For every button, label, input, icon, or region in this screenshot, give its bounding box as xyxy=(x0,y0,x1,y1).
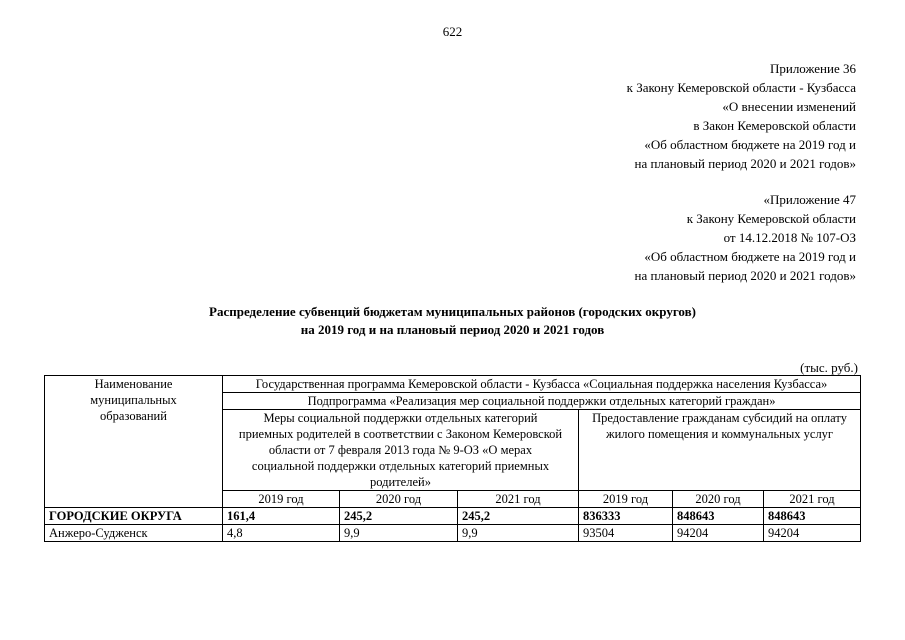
value-cell: 93504 xyxy=(579,525,673,542)
header-row-program xyxy=(45,376,861,393)
appendix-line: «О внесении изменений xyxy=(722,99,856,114)
appendix-line: к Закону Кемеровской области - Кузбасса xyxy=(626,80,856,95)
appendix-line: от 14.12.2018 № 107-ОЗ xyxy=(723,230,856,245)
title-line-2: на 2019 год и на плановый период 2020 и 2021 годов xyxy=(300,322,605,337)
measure-housing-subsidies-header: Предоставление гражданам субсидий на оплату жилого помещения и коммунальных услуг xyxy=(579,410,861,491)
title-line-1: Распределение субвенций бюджетам муниципальных районов (городских округов) xyxy=(209,304,696,319)
value-cell: 848643 xyxy=(764,508,861,525)
subprogram-header: Подпрограмма «Реализация мер социальной поддержки отдельных категорий граждан» xyxy=(223,393,861,410)
value-cell: 836333 xyxy=(579,508,673,525)
table-row xyxy=(45,525,861,542)
value-cell: 9,9 xyxy=(340,525,458,542)
year-header: 2019 год xyxy=(223,491,340,508)
appendix-line: «Об областном бюджете на 2019 год и xyxy=(644,137,856,152)
appendix-line: на плановый период 2020 и 2021 годов» xyxy=(634,156,856,171)
year-header: 2020 год xyxy=(673,491,764,508)
appendix-line: «Приложение 47 xyxy=(763,192,856,207)
value-cell: 94204 xyxy=(673,525,764,542)
appendix-line: Приложение 36 xyxy=(769,61,856,76)
year-header: 2021 год xyxy=(458,491,579,508)
subventions-table xyxy=(44,375,861,542)
municipality-name: ГОРОДСКИЕ ОКРУГА xyxy=(45,508,223,525)
value-cell: 848643 xyxy=(673,508,764,525)
units-label: (тыс. руб.) xyxy=(800,360,858,375)
appendix-line: к Закону Кемеровской области xyxy=(686,211,856,226)
appendix-line: в Закон Кемеровской области xyxy=(693,118,856,133)
value-cell: 161,4 xyxy=(223,508,340,525)
value-cell: 94204 xyxy=(764,525,861,542)
year-header: 2021 год xyxy=(764,491,861,508)
value-cell: 245,2 xyxy=(458,508,579,525)
value-cell: 245,2 xyxy=(340,508,458,525)
appendix-line: «Об областном бюджете на 2019 год и xyxy=(644,249,856,264)
program-header: Государственная программа Кемеровской области - Кузбасса «Социальная поддержка населения Кузбасса» xyxy=(223,376,861,393)
value-cell: 4,8 xyxy=(223,525,340,542)
appendix-36-block xyxy=(627,59,856,173)
municipality-name: Анжеро-Судженск xyxy=(45,525,223,542)
value-cell: 9,9 xyxy=(458,525,579,542)
page-number: 622 xyxy=(442,24,463,39)
document-title xyxy=(0,303,905,339)
measure-foster-parents-header: Меры социальной поддержки отдельных категорий приемных родителей в соответствии с Законом Кемеровской области от 7 февраля 2013 года № 9-ОЗ «О мерах социальной поддержки отдельных категорий приемных родителей» xyxy=(223,410,579,491)
municipality-column-header: Наименование муниципальных образований xyxy=(45,376,223,508)
appendix-line: на плановый период 2020 и 2021 годов» xyxy=(634,268,856,283)
table-row xyxy=(45,508,861,525)
year-header: 2019 год xyxy=(579,491,673,508)
year-header: 2020 год xyxy=(340,491,458,508)
appendix-47-block xyxy=(635,190,857,285)
